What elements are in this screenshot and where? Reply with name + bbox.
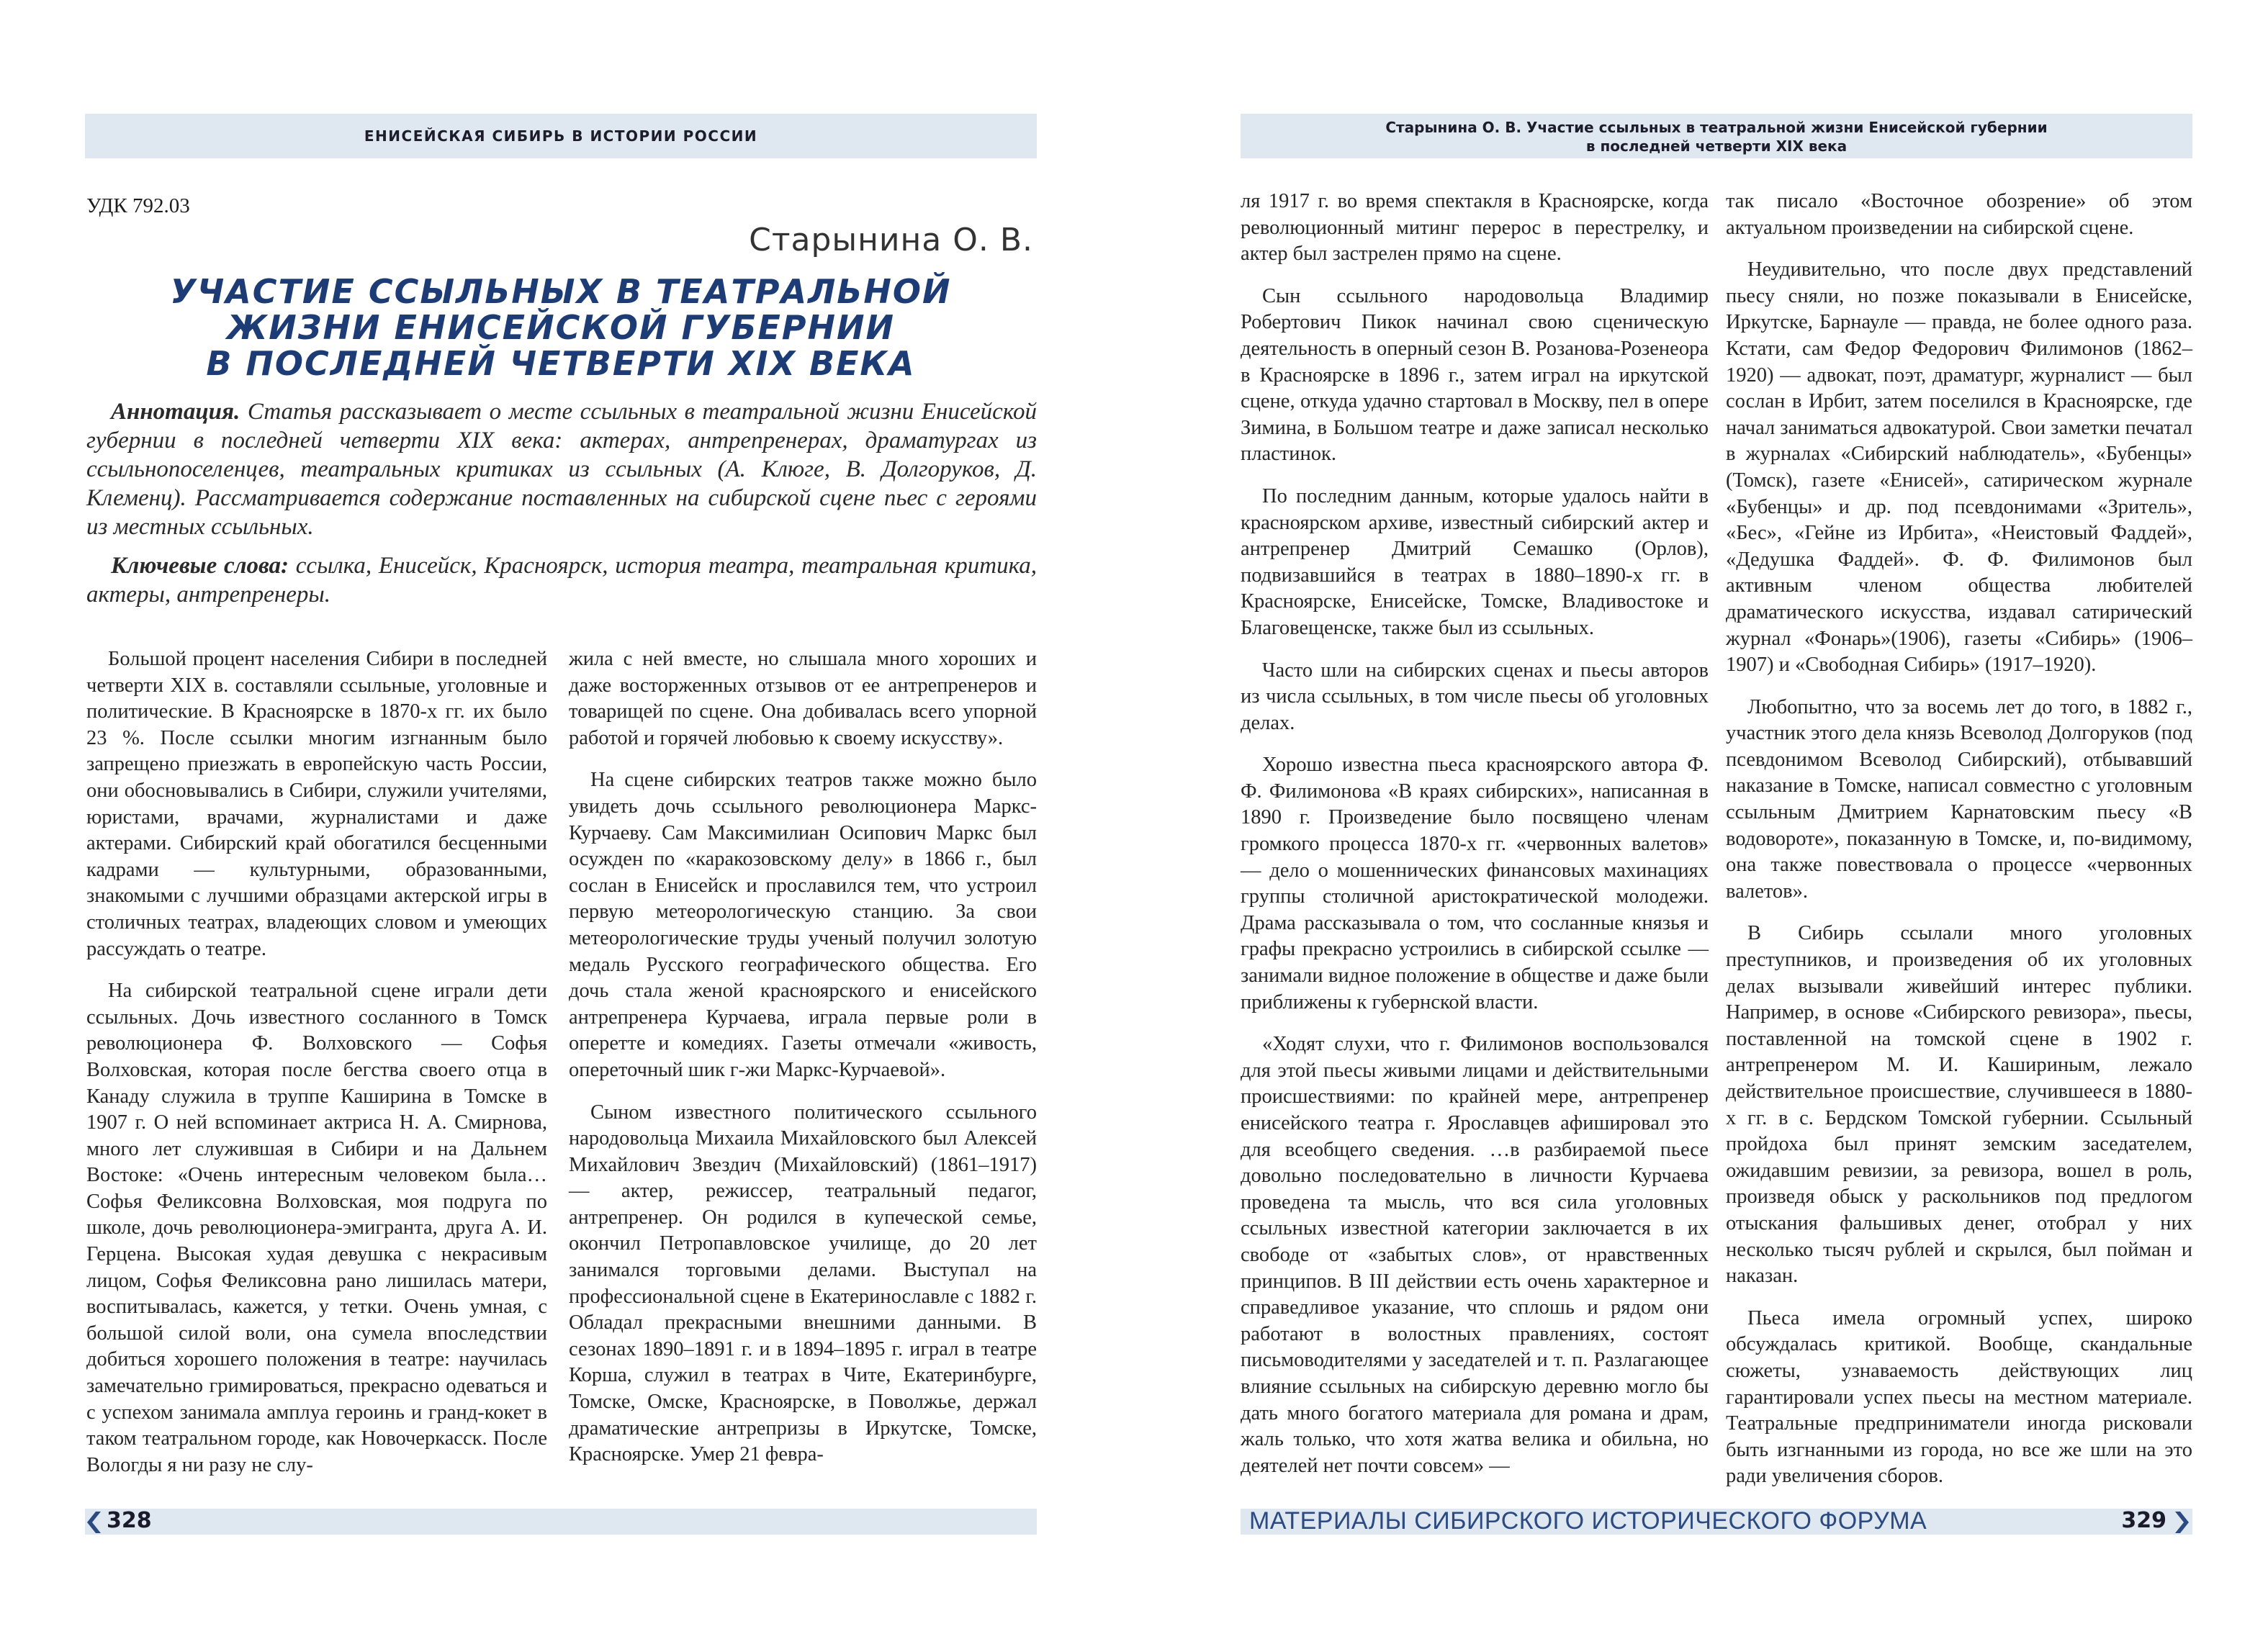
- running-head-line: Старынина О. В. Участие ссыльных в театральной жизни Енисейской губернии: [1385, 119, 2048, 136]
- paragraph: На сибирской театральной сцене играли дети ссыльных. Дочь известного сосланного в Томск революционера Ф. Волховского — Софья Волховская, которая после бегства своего отца в Канаду служила в труппе Каширина в Томске в 1907 г. О ней вспоминает актриса Н. А. Смирнова, много лет служившая в Сибири и на Дальнем Востоке: «Очень интересным человеком была… Софья Феликсовна Волховская, моя подруга по школе, дочь революционера-эмигранта, друга А. И. Герцена. Высокая худая девушка с некрасивым лицом, Софья Феликсовна рано лишилась матери, воспитывалась, кажется, у тетки. Очень умная, с большой силой воли, она сумела впоследствии добиться хорошего положения в театре: научилась замечательно гримироваться, прекрасно одеваться и с успехом занимала амплуа героинь и гранд-кокет в таком театральном городе, как Новочеркасск. После Вологды я ни разу не слу-: [86, 980, 547, 1476]
- paragraph: В Сибирь ссылали много уголовных преступников, и произведения об их уголовных делах вызывали живейший интерес публики. Например, в основе «Сибирского ревизора», пьесы, поставленной на томской сцене в 1902 г. антрепренером М. И. Кашириным, лежало действительное происшествие, случившееся в 1880-х гг. в с. Бердском Томской губернии. Ссыльный пройдоха был принят земским заседателем, ожидавшим ревизии, за ревизора, вошел в роль, произведя обыск у раскольников под предлогом отыскания фальшивых денег, отобрал у них несколько тысяч рублей и скрылся, был пойман и наказан.: [1726, 922, 2192, 1288]
- page-number: 329: [2121, 1508, 2166, 1533]
- page-number: 328: [107, 1508, 152, 1533]
- chevron-right-icon: [2174, 1510, 2190, 1535]
- article-title: [85, 274, 1037, 381]
- page-footer: [85, 1509, 1037, 1535]
- running-head: [1241, 114, 2192, 158]
- keywords: [86, 551, 1037, 609]
- running-head-line: в последней четверти XIX века: [1585, 137, 1848, 155]
- chevron-left-icon: [86, 1510, 102, 1535]
- forum-title: МАТЕРИАЛЫ СИБИРСКОГО ИСТОРИЧЕСКОГО ФОРУМА: [1249, 1507, 1927, 1535]
- title-line: В ПОСЛЕДНЕЙ ЧЕТВЕРТИ XIX ВЕКА: [206, 344, 916, 383]
- paragraph: Часто шли на сибирских сценах и пьесы авторов из числа ссыльных, в том числе пьесы об уголовных делах.: [1241, 659, 1709, 734]
- right-column-1: [1241, 189, 1709, 1479]
- paragraph: Пьеса имела огромный успех, широко обсуждалась критикой. Вообще, скандальные сюжеты, узнаваемость действующих лиц гарантировали успех пьесы на местном материале. Театральные предприниматели иногда рисковали быть изгнанными из города, но все же шли на это ради увеличения сборов.: [1726, 1306, 2192, 1488]
- paragraph: «Ходят слухи, что г. Филимонов воспользовался для этой пьесы живыми лицами и действительными происшествиями: по крайней мере, антрепренер енисейского театра г. Ярославцев афишировал это для всеобщего сведения. …в разбираемой пьесе довольно последовательно в личности Курчаева проведена та мысль, что вся сила уголовных ссыльных известной категории заключается в их свободе от «забытых слов», от нравственных принципов. В III действии есть очень характерное и справедливое указание, что сплошь и рядом они работают в волостных правлениях, состоят письмоводителями у заседателей и т. п. Разлагающее влияние ссыльных на сибирскую деревню могло бы дать много богатого материала для романа и драм, жаль только, что хотя жатва велика и обильна, но деятелей нет почти совсем» —: [1241, 1033, 1709, 1477]
- paragraph: Большой процент населения Сибири в последней четверти XIX в. составляли ссыльные, уголовные и политические. В Красноярске в 1870-х гг. их было 23 %. После ссылки многим изгнанным было запрещено приезжать в европейскую часть России, они обосновывались в Сибири, служили учителями, юристами, врачами, журналистами и даже актерами. Сибирский край обогатился бесценными кадрами — культурными, образованными, знакомыми с лучшими образцами актерской игры в столичных театрах, владеющих словом и умеющих рассуждать о театре.: [86, 648, 547, 960]
- abstract-block: [86, 397, 1037, 619]
- paragraph: Сыном известного политического ссыльного народовольца Михаила Михайловского был Алексей Михайлович Звездич (Михайловский) (1861–1917) — актер, режиссер, театральный педагог, антрепренер. Он родился в купеческой семье, окончил Петропавловское училище, до 20 лет занимался торговыми делами. Выступал на профессиональной сцене в Екатеринославле с 1882 г. Обладал прекрасными внешними данными. В сезонах 1890–1891 г. и в 1894–1895 г. играл в театре Корша, служил в театрах в Чите, Екатеринбурге, Томске, Омске, Красноярске, в Поволжье, держал драматические антрепризы в Иркутске, Томске, Красноярске. Умер 21 февра-: [569, 1101, 1037, 1466]
- paragraph: На сцене сибирских театров также можно было увидеть дочь ссыльного революционера Маркс-Курчаеву. Сам Максимилиан Осипович Маркс был осужден по «каракозовскому делу» в 1866 г., был сослан в Енисейск и прославился тем, что устроил первую метеорологическую станцию. За свои метеорологические труды ученый получил золотую медаль Русского географического общества. Его дочь стала женой красноярского и енисейского антрепренера Курчаева, играла первые роли в оперетте и комедиях. Газеты отмечали «живость, опереточный шик г-жи Маркс-Курчаевой».: [569, 769, 1037, 1081]
- paragraph: так писало «Восточное обозрение» об этом актуальном произведении на сибирской сцене.: [1726, 190, 2192, 239]
- title-line: УЧАСТИЕ ССЫЛЬНЫХ В ТЕАТРАЛЬНОЙ: [170, 272, 952, 311]
- right-page: [1134, 0, 2268, 1644]
- paragraph: Неудивительно, что после двух представлений пьесу сняли, но позже показывали в Енисейске, Иркутске, Барнауле — правда, не более одного раза. Кстати, сам Федор Федорович Филимонов (1862–1920) — адвокат, поэт, драматург, журналист — был сослан в Ирбит, затем поселился в Красноярске, где начал заниматься адвокатурой. Свои заметки печатал в журналах «Сибирский наблюдатель», «Бубенцы» (Томск), газете «Енисей», сатирическом журнале «Бубенцы» и др. под псевдонимами «Зритель», «Бес», «Гейне из Ирбита», «Неистовый Фаддей», «Дедушка Фаддей». Ф. Ф. Филимонов был активным членом общества любителей драматического искусства, издавал сатирический журнал «Фонарь»(1906), газеты «Сибирь» (1906–1907) и «Свободная Сибирь» (1917–1920).: [1726, 258, 2192, 677]
- article-author: Старынина О. В.: [749, 222, 1033, 258]
- left-column-2: [569, 646, 1037, 1468]
- right-column-2: [1726, 189, 2192, 1490]
- paragraph: По последним данным, которые удалось найти в красноярском архиве, известный сибирский актер и антрепренер Дмитрий Семашко (Орлов), подвизавшийся в театрах в 1880–1890-х гг. в Красноярске, Енисейске, Томске, Владивостоке и Благовещенске, также был из ссыльных.: [1241, 484, 1709, 639]
- keywords-label: Ключевые слова:: [111, 553, 289, 579]
- running-head: [85, 114, 1037, 158]
- abstract: [86, 397, 1037, 541]
- abstract-text: Статья рассказывает о месте ссыльных в театральной жизни Енисейской губернии в последней четверти XIX века: актерах, антрепренерах, драматургах из ссыльнопоселенцев, театральных критиках из ссыльных (А. Клюге, В. Долгоруков, Д. Клеменц). Рассматривается содержание поставленных на сибирской сцене пьес с героями из местных ссыльных.: [86, 399, 1037, 540]
- paragraph: Хорошо известна пьеса красноярского автора Ф. Ф. Филимонова «В краях сибирских», написанная в 1890 г. Произведение было посвящено членам громкого процесса 1870-х гг. «червонных валетов» — дело о мошеннических финансовых махинациях группы столичной аристократической молодежи. Драма рассказывала о том, что сосланные князья и графы прекрасно устроились в сибирской ссылке — занимали видное положение в обществе и даже были приближены к губернской власти.: [1241, 754, 1709, 1013]
- udk-code: УДК 792.03: [86, 194, 190, 217]
- abstract-label: Аннотация.: [111, 399, 240, 425]
- running-head-text: ЕНИСЕЙСКАЯ СИБИРЬ В ИСТОРИИ РОССИИ: [364, 127, 758, 145]
- page-footer: [1241, 1509, 2192, 1535]
- keywords-text: ссылка, Енисейск, Красноярск, история театра, театральная критика, актеры, антрепренеры.: [86, 553, 1037, 608]
- paragraph: ля 1917 г. во время спектакля в Красноярске, когда революционный митинг перерос в перестрелку, и актер был застрелен прямо на сцене.: [1241, 190, 1709, 266]
- paragraph: жила с ней вместе, но слышала много хороших и даже восторженных отзывов от ее антрепренеров и товарищей по сцене. Она добивалась всего упорной работой и горячей любовью к своему искусству».: [569, 648, 1037, 749]
- paragraph: Сын ссыльного народовольца Владимир Робертович Пикок начинал свою сценическую деятельность в оперный сезон В. Розанова-Розенеора в Красноярске в 1896 г., затем играл на иркутской сцене, откуда удачно стартовал в Москву, пел в опере Зимина, в Большом театре и даже записал несколько пластинок.: [1241, 284, 1709, 466]
- paragraph: Любопытно, что за восемь лет до того, в 1882 г., участник этого дела князь Всеволод Долгоруков (под псевдонимом Всеволод Сибирский), отбывавший наказание в Томске, написал совместно с уголовным ссыльным Дмитрием Карнатовским пьесу «В водовороте», показанную в Томске, и, по-видимому, она также повествовала о процессе «червонных валетов».: [1726, 695, 2192, 903]
- left-column-1: [86, 646, 547, 1478]
- title-line: ЖИЗНИ ЕНИСЕЙСКОЙ ГУБЕРНИИ: [226, 308, 896, 347]
